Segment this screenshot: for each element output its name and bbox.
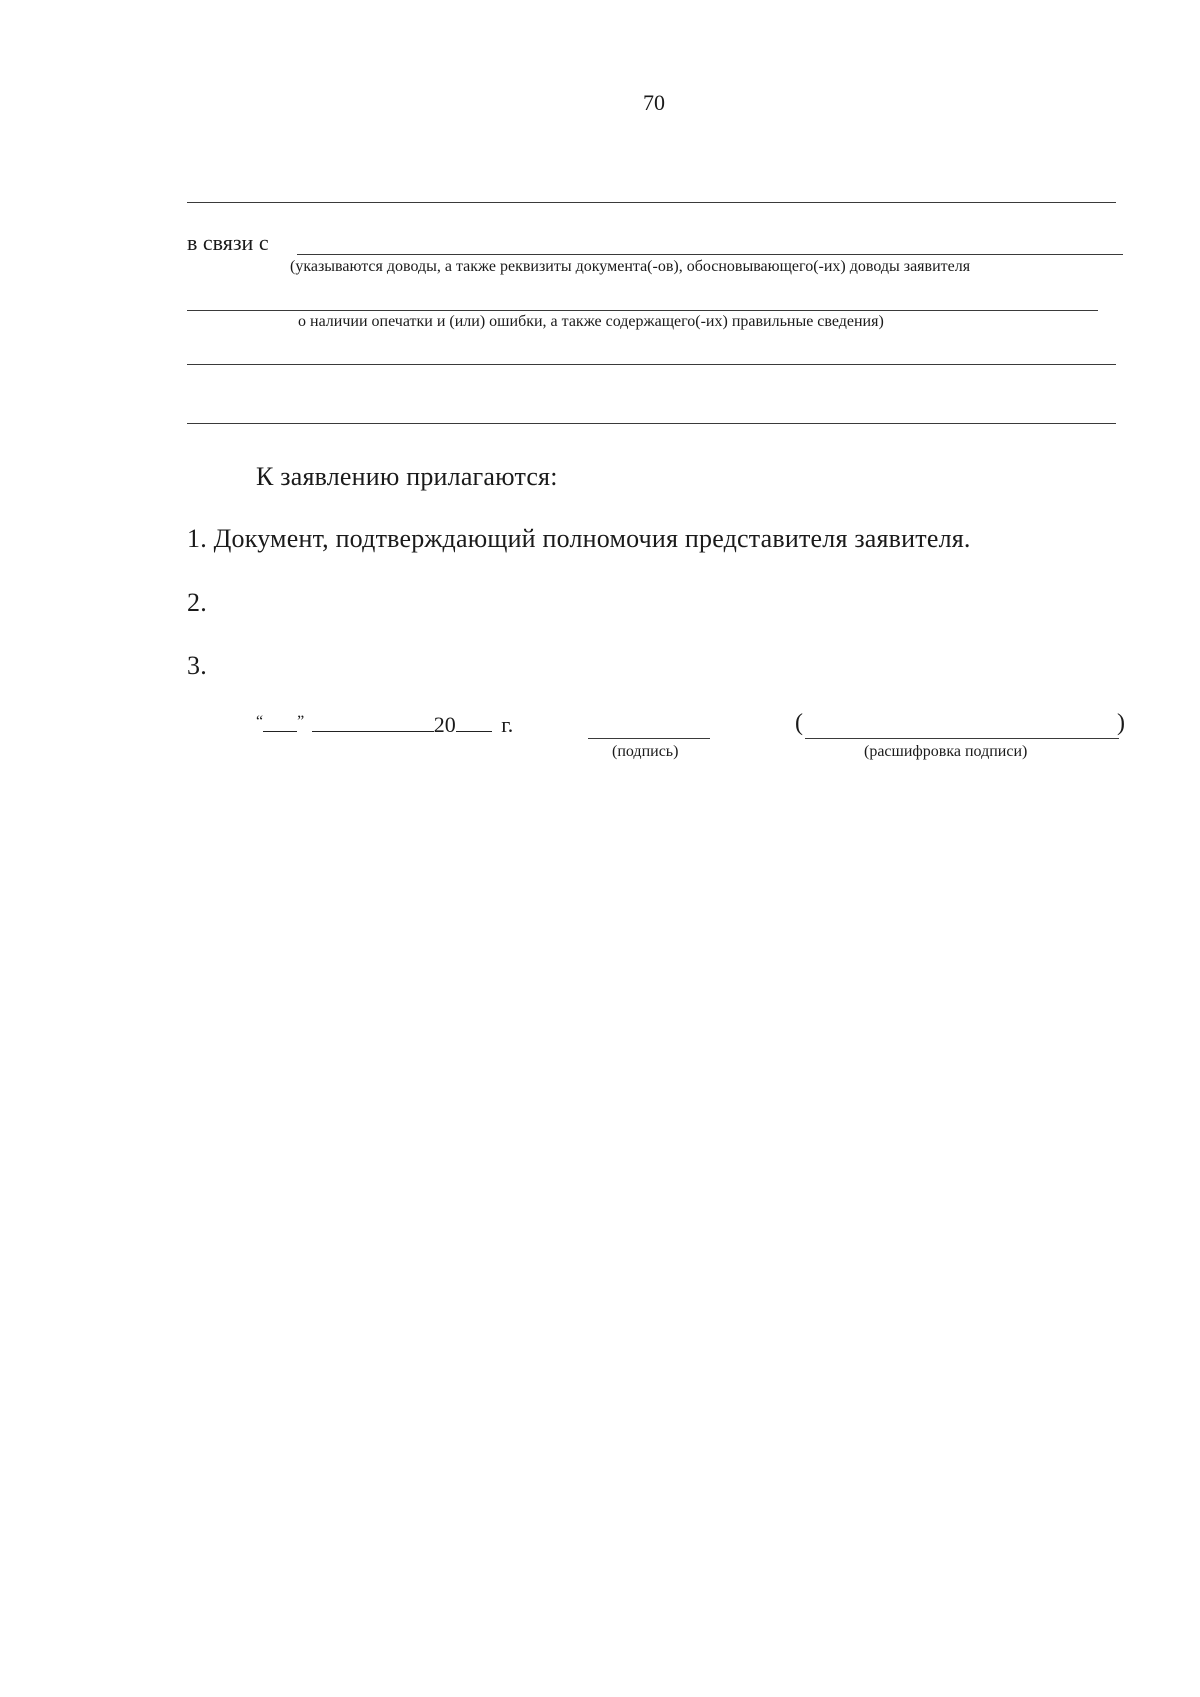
reason-prefix: в связи с	[187, 230, 269, 255]
decoding-paren-open: (	[795, 710, 803, 736]
reason-input-line-4[interactable]	[187, 423, 1116, 424]
signature-input[interactable]	[588, 738, 710, 739]
attachment-item-3: 3.	[187, 651, 207, 680]
reason-input-line-3[interactable]	[187, 364, 1116, 365]
decoding-caption: (расшифровка подписи)	[864, 743, 1028, 760]
year-prefix: 20	[433, 712, 456, 737]
reason-input-line-2[interactable]	[187, 310, 1098, 311]
signature-caption: (подпись)	[612, 743, 679, 760]
reason-caption-1: (указываются доводы, а также реквизиты документа(-ов), обосновывающего(-их) доводы заявителя	[290, 258, 971, 275]
date-field	[256, 712, 513, 738]
year-input[interactable]	[456, 730, 492, 732]
attachment-item-2: 2.	[187, 588, 207, 617]
page-number: 70	[643, 90, 665, 115]
attachment-item-1: 1. Документ, подтверждающий полномочия представителя заявителя.	[187, 524, 971, 553]
reason-input-line-1[interactable]	[297, 254, 1123, 255]
year-suffix: г.	[501, 712, 514, 737]
blank-line-top[interactable]	[187, 202, 1116, 203]
day-input[interactable]	[263, 730, 297, 732]
signature-decoding-input[interactable]	[805, 738, 1119, 739]
attachments-heading: К заявлению прилагаются:	[256, 462, 558, 491]
reason-caption-2: о наличии опечатки и (или) ошибки, а также содержащего(-их) правильные сведения)	[298, 313, 884, 330]
quote-close: ”	[297, 713, 305, 730]
decoding-paren-close: )	[1117, 710, 1125, 736]
month-input[interactable]	[312, 730, 434, 732]
quote-open: “	[256, 713, 264, 730]
